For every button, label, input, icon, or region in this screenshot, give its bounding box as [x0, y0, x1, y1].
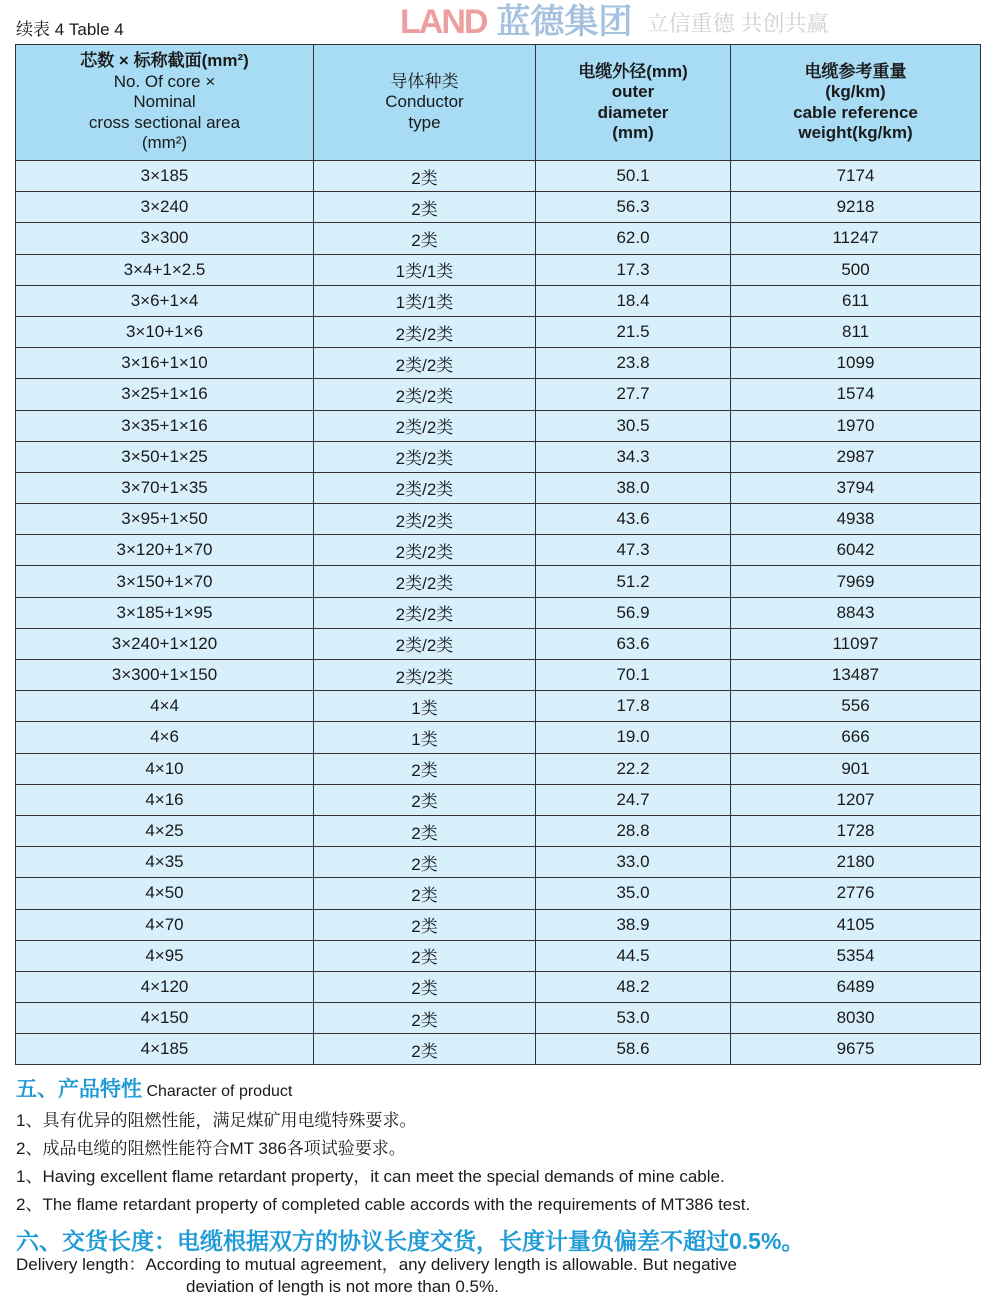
cell-conductor-type: 2类/2类 [314, 379, 536, 410]
feature-item: 1、Having excellent flame retardant property，it can meet the special demands of mine cable. [16, 1167, 725, 1186]
table-row [16, 161, 981, 192]
cell-conductor-type: 2类/2类 [314, 597, 536, 628]
cell-outer-diameter: 21.5 [536, 316, 731, 347]
cell-core-section: 3×25+1×16 [16, 379, 314, 410]
table-row [16, 597, 981, 628]
cell-conductor-type: 2类/2类 [314, 441, 536, 472]
cell-outer-diameter: 56.9 [536, 597, 731, 628]
cell-outer-diameter: 23.8 [536, 348, 731, 379]
header-reference-weight [731, 45, 981, 161]
cell-outer-diameter: 43.6 [536, 504, 731, 535]
cell-outer-diameter: 63.6 [536, 628, 731, 659]
cell-reference-weight: 6042 [731, 535, 981, 566]
header-line: cross sectional area [88, 112, 241, 132]
cell-core-section: 3×10+1×6 [16, 316, 314, 347]
cell-reference-weight: 11247 [731, 223, 981, 254]
cell-conductor-type: 2类 [314, 161, 536, 192]
table-row [16, 847, 981, 878]
cell-core-section: 4×35 [16, 847, 314, 878]
header-core-section [16, 45, 314, 161]
section5-heading [16, 1073, 292, 1103]
cell-outer-diameter: 24.7 [536, 784, 731, 815]
cell-conductor-type: 2类 [314, 753, 536, 784]
cell-core-section: 4×6 [16, 722, 314, 753]
feature-item: 2、成品电缆的阻燃性能符合MT 386各项试验要求。 [16, 1139, 406, 1158]
cell-outer-diameter: 30.5 [536, 410, 731, 441]
delivery-line1: According to mutual agreement，any delivery length is allowable. But negative [145, 1255, 738, 1274]
cell-conductor-type: 2类/2类 [314, 472, 536, 503]
header-line: (mm) [612, 123, 654, 142]
cell-core-section: 3×240 [16, 192, 314, 223]
cell-outer-diameter: 35.0 [536, 878, 731, 909]
cell-conductor-type: 2类/2类 [314, 504, 536, 535]
delivery-length-text [16, 1254, 737, 1298]
cell-outer-diameter: 44.5 [536, 940, 731, 971]
cell-reference-weight: 4105 [731, 909, 981, 940]
header-line: outer [611, 82, 655, 101]
cell-outer-diameter: 50.1 [536, 161, 731, 192]
cell-core-section: 4×70 [16, 909, 314, 940]
table-row [16, 285, 981, 316]
cell-reference-weight: 5354 [731, 940, 981, 971]
header-line: type [408, 112, 441, 132]
table-row [16, 878, 981, 909]
cell-outer-diameter: 58.6 [536, 1034, 731, 1065]
header-line: weight(kg/km) [798, 123, 913, 142]
cell-reference-weight: 2776 [731, 878, 981, 909]
cell-conductor-type: 2类 [314, 192, 536, 223]
header-line: 电缆外径(mm) [578, 61, 688, 81]
cell-outer-diameter: 53.0 [536, 1003, 731, 1034]
table-row [16, 223, 981, 254]
cell-conductor-type: 1类/1类 [314, 285, 536, 316]
header-line: diameter [597, 102, 669, 122]
cell-reference-weight: 4938 [731, 504, 981, 535]
table-row [16, 940, 981, 971]
cell-conductor-type: 2类/2类 [314, 628, 536, 659]
cell-reference-weight: 7969 [731, 566, 981, 597]
section5-title-en: Character of product [146, 1083, 293, 1100]
cell-reference-weight: 901 [731, 753, 981, 784]
table-caption: 续表 4 Table 4 [16, 20, 124, 39]
cell-core-section: 3×185 [16, 161, 314, 192]
cell-reference-weight: 1207 [731, 784, 981, 815]
cell-conductor-type: 2类 [314, 1034, 536, 1065]
cell-conductor-type: 2类 [314, 971, 536, 1002]
cell-core-section: 3×6+1×4 [16, 285, 314, 316]
table-row [16, 784, 981, 815]
table-row [16, 691, 981, 722]
cell-outer-diameter: 38.9 [536, 909, 731, 940]
cell-core-section: 4×16 [16, 784, 314, 815]
cell-outer-diameter: 38.0 [536, 472, 731, 503]
delivery-label: Delivery length： [16, 1255, 146, 1274]
cell-core-section: 3×35+1×16 [16, 410, 314, 441]
table-row [16, 722, 981, 753]
table-row [16, 504, 981, 535]
section5-title-cn: 五、产品特性 [16, 1078, 142, 1101]
cell-reference-weight: 1728 [731, 815, 981, 846]
table-row [16, 472, 981, 503]
cell-core-section: 3×16+1×10 [16, 348, 314, 379]
table-row [16, 379, 981, 410]
cell-conductor-type: 2类/2类 [314, 348, 536, 379]
cell-conductor-type: 2类 [314, 909, 536, 940]
table-row [16, 566, 981, 597]
cell-outer-diameter: 19.0 [536, 722, 731, 753]
header-outer-diameter [536, 45, 731, 161]
cell-reference-weight: 811 [731, 316, 981, 347]
cell-reference-weight: 9675 [731, 1034, 981, 1065]
cable-spec-table [15, 44, 981, 1065]
cell-core-section: 3×120+1×70 [16, 535, 314, 566]
cell-reference-weight: 11097 [731, 628, 981, 659]
cell-reference-weight: 1099 [731, 348, 981, 379]
watermark-slogan: 立信重德 共创共赢 [646, 11, 829, 37]
cell-outer-diameter: 62.0 [536, 223, 731, 254]
cell-conductor-type: 2类/2类 [314, 660, 536, 691]
header-line: (kg/km) [825, 82, 886, 101]
cell-outer-diameter: 33.0 [536, 847, 731, 878]
cell-outer-diameter: 47.3 [536, 535, 731, 566]
company-watermark [400, 3, 829, 41]
cell-reference-weight: 9218 [731, 192, 981, 223]
table-row [16, 753, 981, 784]
cell-outer-diameter: 51.2 [536, 566, 731, 597]
cell-reference-weight: 6489 [731, 971, 981, 1002]
table-row [16, 909, 981, 940]
table-row [16, 660, 981, 691]
cell-core-section: 3×95+1×50 [16, 504, 314, 535]
cell-core-section: 3×185+1×95 [16, 597, 314, 628]
cell-outer-diameter: 22.2 [536, 753, 731, 784]
cell-conductor-type: 2类/2类 [314, 535, 536, 566]
cell-conductor-type: 2类 [314, 847, 536, 878]
cell-core-section: 4×50 [16, 878, 314, 909]
watermark-name: 蓝德集团 [496, 3, 633, 41]
cell-conductor-type: 2类 [314, 815, 536, 846]
cell-outer-diameter: 27.7 [536, 379, 731, 410]
section6-title: 六、交货长度：电缆根据双方的协议长度交货，长度计量负偏差不超过0.5%。 [16, 1228, 805, 1254]
cell-conductor-type: 2类/2类 [314, 316, 536, 347]
cell-reference-weight: 8030 [731, 1003, 981, 1034]
table-row [16, 441, 981, 472]
cell-core-section: 4×25 [16, 815, 314, 846]
cell-conductor-type: 1类 [314, 722, 536, 753]
table-row [16, 1034, 981, 1065]
cell-conductor-type: 2类 [314, 1003, 536, 1034]
table-row [16, 192, 981, 223]
cell-conductor-type: 2类/2类 [314, 410, 536, 441]
table-row [16, 971, 981, 1002]
table-row [16, 815, 981, 846]
table-row [16, 1003, 981, 1034]
cell-core-section: 3×4+1×2.5 [16, 254, 314, 285]
cell-reference-weight: 1574 [731, 379, 981, 410]
cell-core-section: 4×10 [16, 753, 314, 784]
cell-reference-weight: 611 [731, 285, 981, 316]
cell-outer-diameter: 56.3 [536, 192, 731, 223]
cell-reference-weight: 3794 [731, 472, 981, 503]
table-row [16, 254, 981, 285]
cell-core-section: 3×300+1×150 [16, 660, 314, 691]
cell-conductor-type: 2类 [314, 940, 536, 971]
cell-core-section: 4×185 [16, 1034, 314, 1065]
table-row [16, 535, 981, 566]
cell-reference-weight: 8843 [731, 597, 981, 628]
cell-reference-weight: 666 [731, 722, 981, 753]
cell-conductor-type: 2类 [314, 784, 536, 815]
cell-conductor-type: 2类 [314, 223, 536, 254]
table-row [16, 628, 981, 659]
table-row [16, 410, 981, 441]
cell-outer-diameter: 18.4 [536, 285, 731, 316]
cell-reference-weight: 2180 [731, 847, 981, 878]
header-line: Nominal [133, 92, 196, 112]
cell-core-section: 3×150+1×70 [16, 566, 314, 597]
cell-reference-weight: 500 [731, 254, 981, 285]
cell-core-section: 4×120 [16, 971, 314, 1002]
cell-conductor-type: 2类/2类 [314, 566, 536, 597]
cell-outer-diameter: 34.3 [536, 441, 731, 472]
cell-conductor-type: 1类/1类 [314, 254, 536, 285]
cell-reference-weight: 13487 [731, 660, 981, 691]
cell-core-section: 3×70+1×35 [16, 472, 314, 503]
feature-item: 1、具有优异的阻燃性能，满足煤矿用电缆特殊要求。 [16, 1111, 417, 1130]
delivery-line2: deviation of length is not more than 0.5%. [186, 1277, 499, 1296]
header-line: No. Of core × [113, 71, 216, 91]
cell-outer-diameter: 48.2 [536, 971, 731, 1002]
header-line: 芯数 × 标称截面(mm²) [80, 51, 249, 71]
cell-outer-diameter: 17.3 [536, 254, 731, 285]
header-line: Conductor [385, 92, 464, 112]
cell-reference-weight: 2987 [731, 441, 981, 472]
table-row [16, 348, 981, 379]
cell-reference-weight: 1970 [731, 410, 981, 441]
header-line: 电缆参考重量 [804, 61, 907, 81]
table-header-row [16, 45, 981, 161]
cell-core-section: 3×50+1×25 [16, 441, 314, 472]
header-line: (mm²) [141, 133, 188, 153]
feature-item: 2、The flame retardant property of completed cable accords with the requirements of MT386 test. [16, 1195, 751, 1214]
header-conductor-type [314, 45, 536, 161]
cell-reference-weight: 556 [731, 691, 981, 722]
table-row [16, 316, 981, 347]
cell-core-section: 3×300 [16, 223, 314, 254]
header-line: cable reference [793, 102, 918, 122]
cell-reference-weight: 7174 [731, 161, 981, 192]
cell-core-section: 3×240+1×120 [16, 628, 314, 659]
cell-outer-diameter: 28.8 [536, 815, 731, 846]
cell-outer-diameter: 17.8 [536, 691, 731, 722]
cell-core-section: 4×150 [16, 1003, 314, 1034]
cell-conductor-type: 1类 [314, 691, 536, 722]
header-line: 导体种类 [390, 71, 459, 91]
cell-outer-diameter: 70.1 [536, 660, 731, 691]
cell-core-section: 4×4 [16, 691, 314, 722]
cell-core-section: 4×95 [16, 940, 314, 971]
watermark-logo: LAND [400, 3, 487, 41]
cell-conductor-type: 2类 [314, 878, 536, 909]
